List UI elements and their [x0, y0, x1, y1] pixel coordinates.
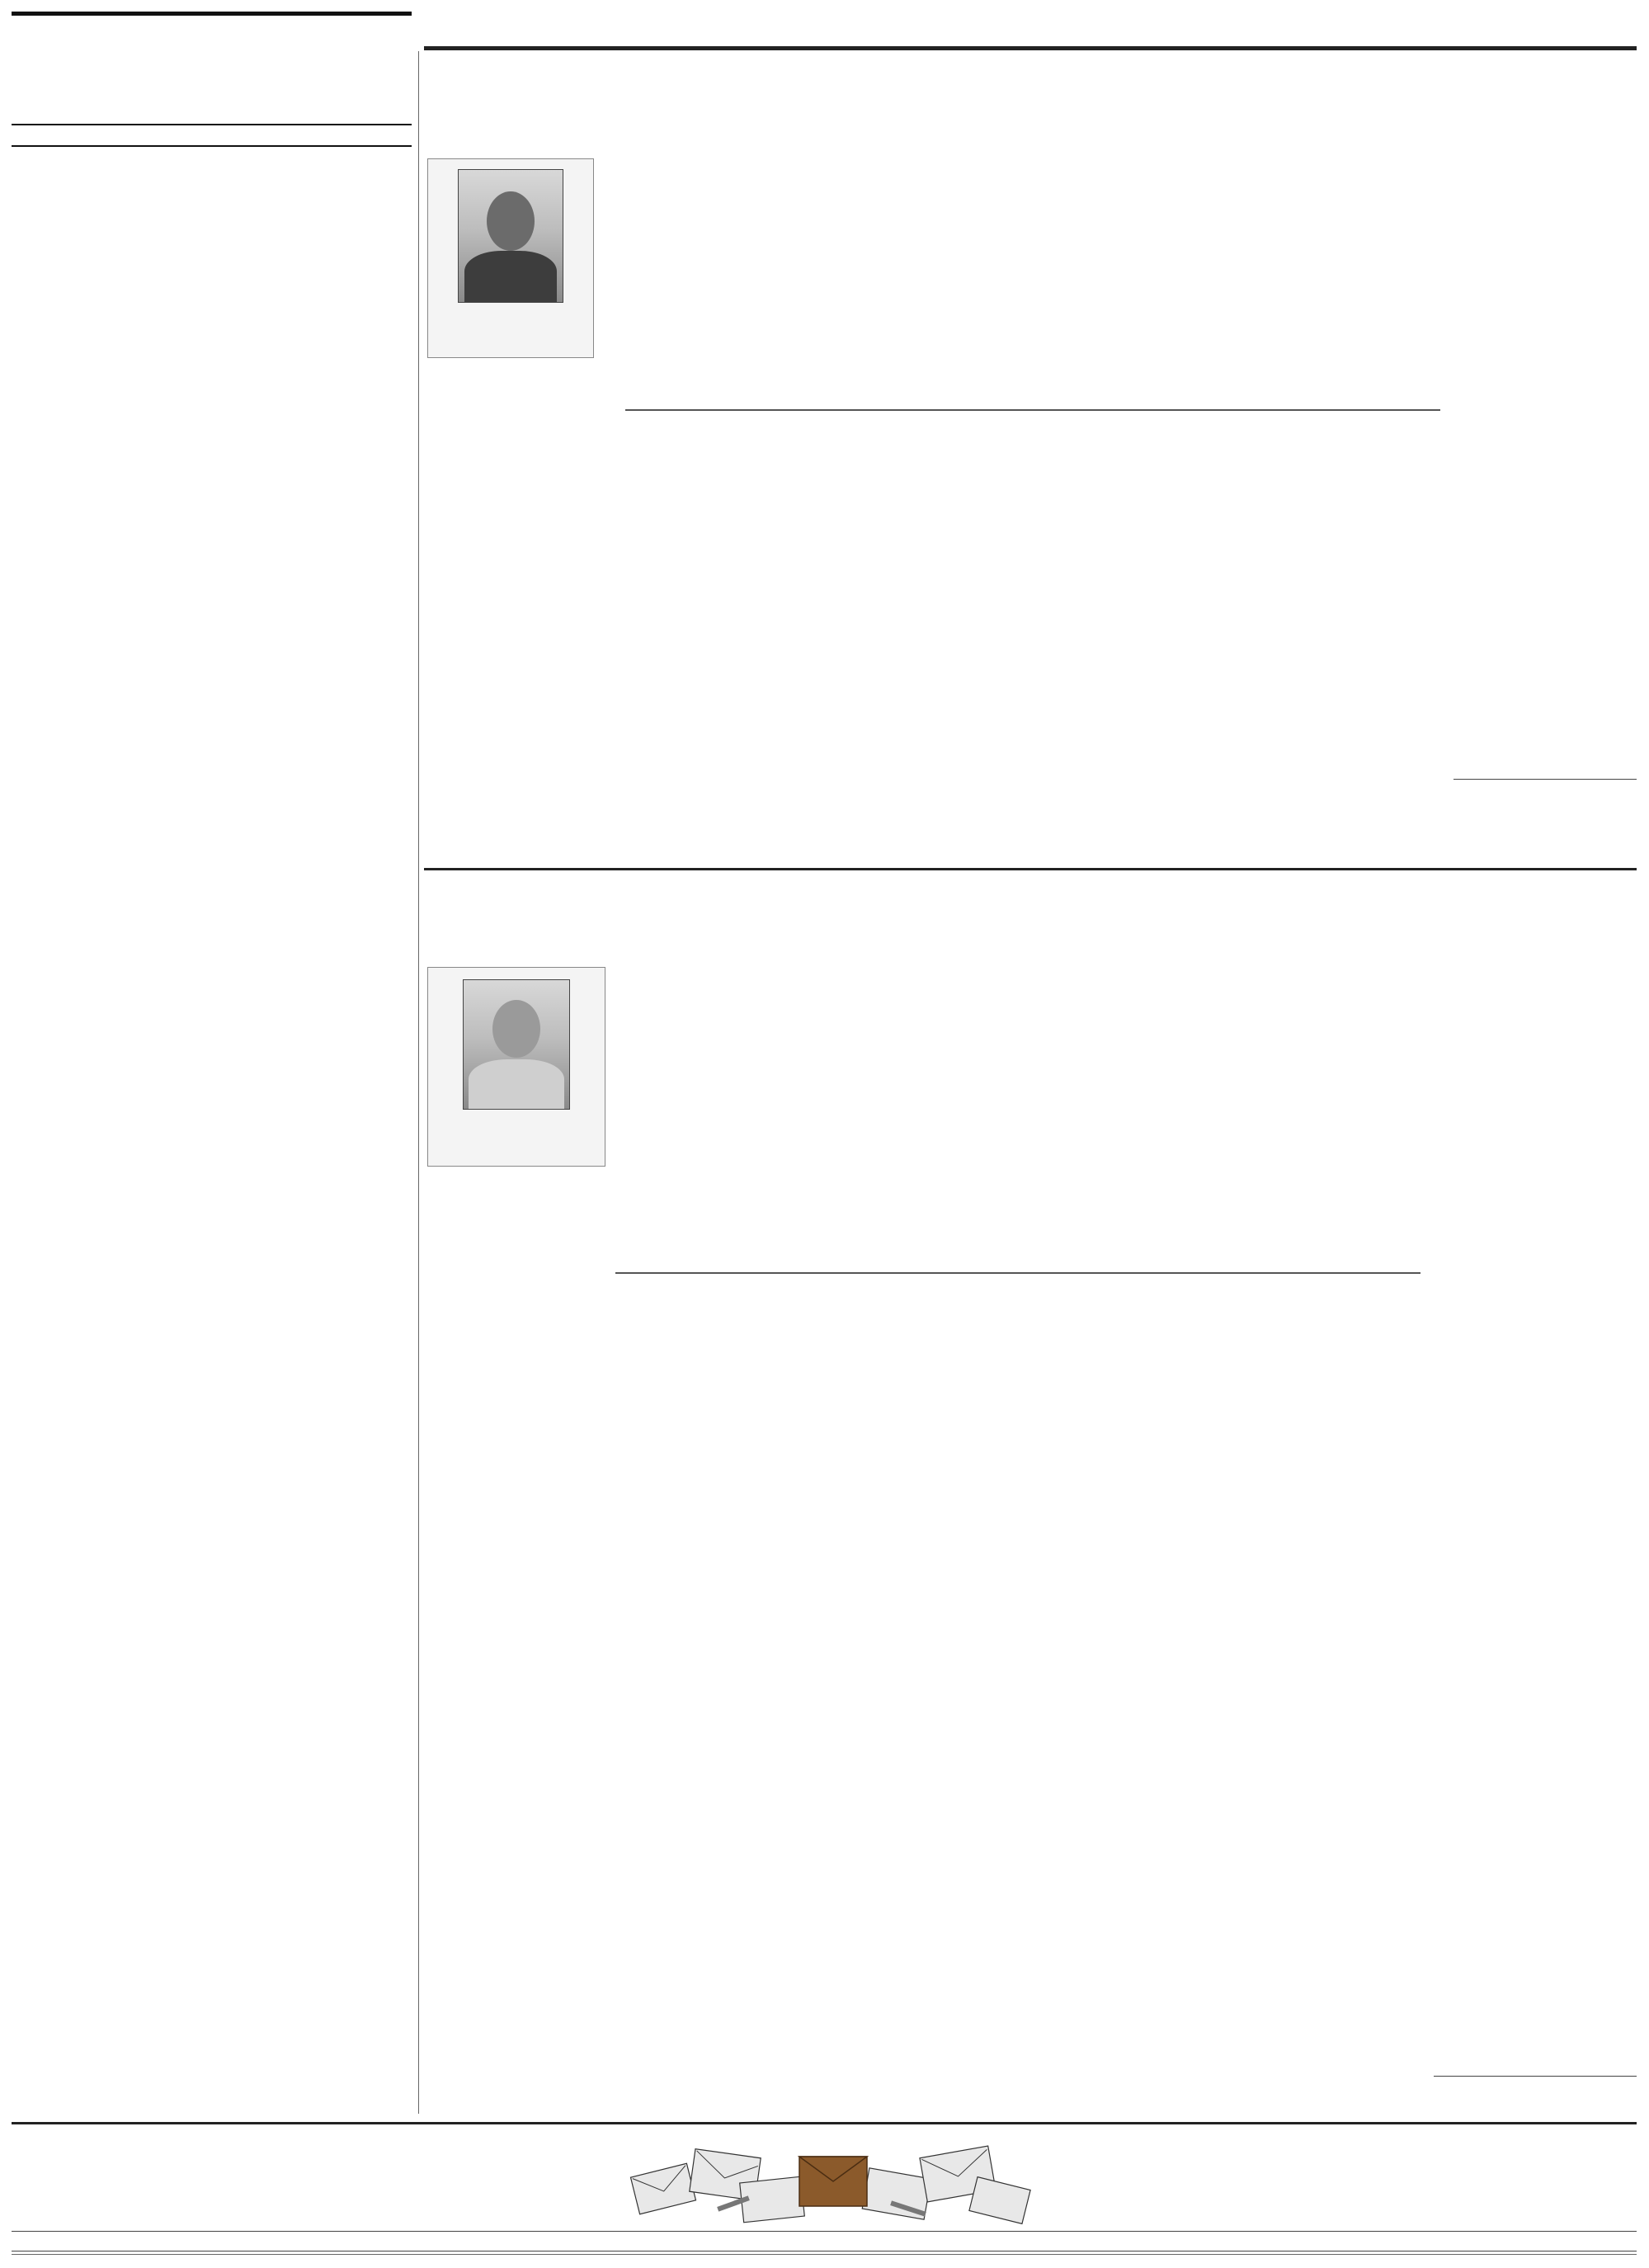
perjury-col	[615, 1373, 807, 2115]
women-col	[1044, 158, 1236, 356]
perjury-right-col	[1434, 967, 1637, 2072]
women-lead-col	[427, 365, 592, 860]
women-col	[625, 541, 827, 863]
perjury-photo-box	[427, 967, 605, 1167]
author-photo	[458, 169, 563, 303]
editor-banner	[12, 2137, 1637, 2228]
perjury-kicker-box	[615, 1228, 1420, 1366]
bhutan-body	[12, 1148, 412, 1982]
perjury-col	[615, 967, 807, 1223]
women-col	[1249, 158, 1440, 356]
perjury-col	[1025, 967, 1216, 1223]
women-col	[840, 158, 1031, 356]
women-right-col	[1453, 158, 1637, 769]
women-col	[1249, 541, 1440, 863]
perjury-col	[820, 1373, 1011, 2115]
author-photo	[463, 979, 570, 1110]
women-col	[1044, 541, 1236, 863]
bhutan-editorial	[12, 1033, 412, 1990]
perjury-col	[1229, 967, 1420, 1223]
envelopes-illustration	[618, 2137, 1047, 2228]
masthead	[12, 12, 412, 147]
women-col	[625, 158, 827, 356]
perjury-col	[1025, 1373, 1216, 2115]
perjury-col	[820, 967, 1011, 1223]
women-kicker-box	[625, 361, 1440, 535]
perjury-col	[1229, 1373, 1420, 2115]
women-col	[840, 541, 1031, 863]
wto-editorial	[12, 153, 412, 1024]
perjury-lead-col	[427, 1175, 604, 2115]
wto-body	[12, 244, 412, 1020]
women-photo-box	[427, 158, 594, 358]
